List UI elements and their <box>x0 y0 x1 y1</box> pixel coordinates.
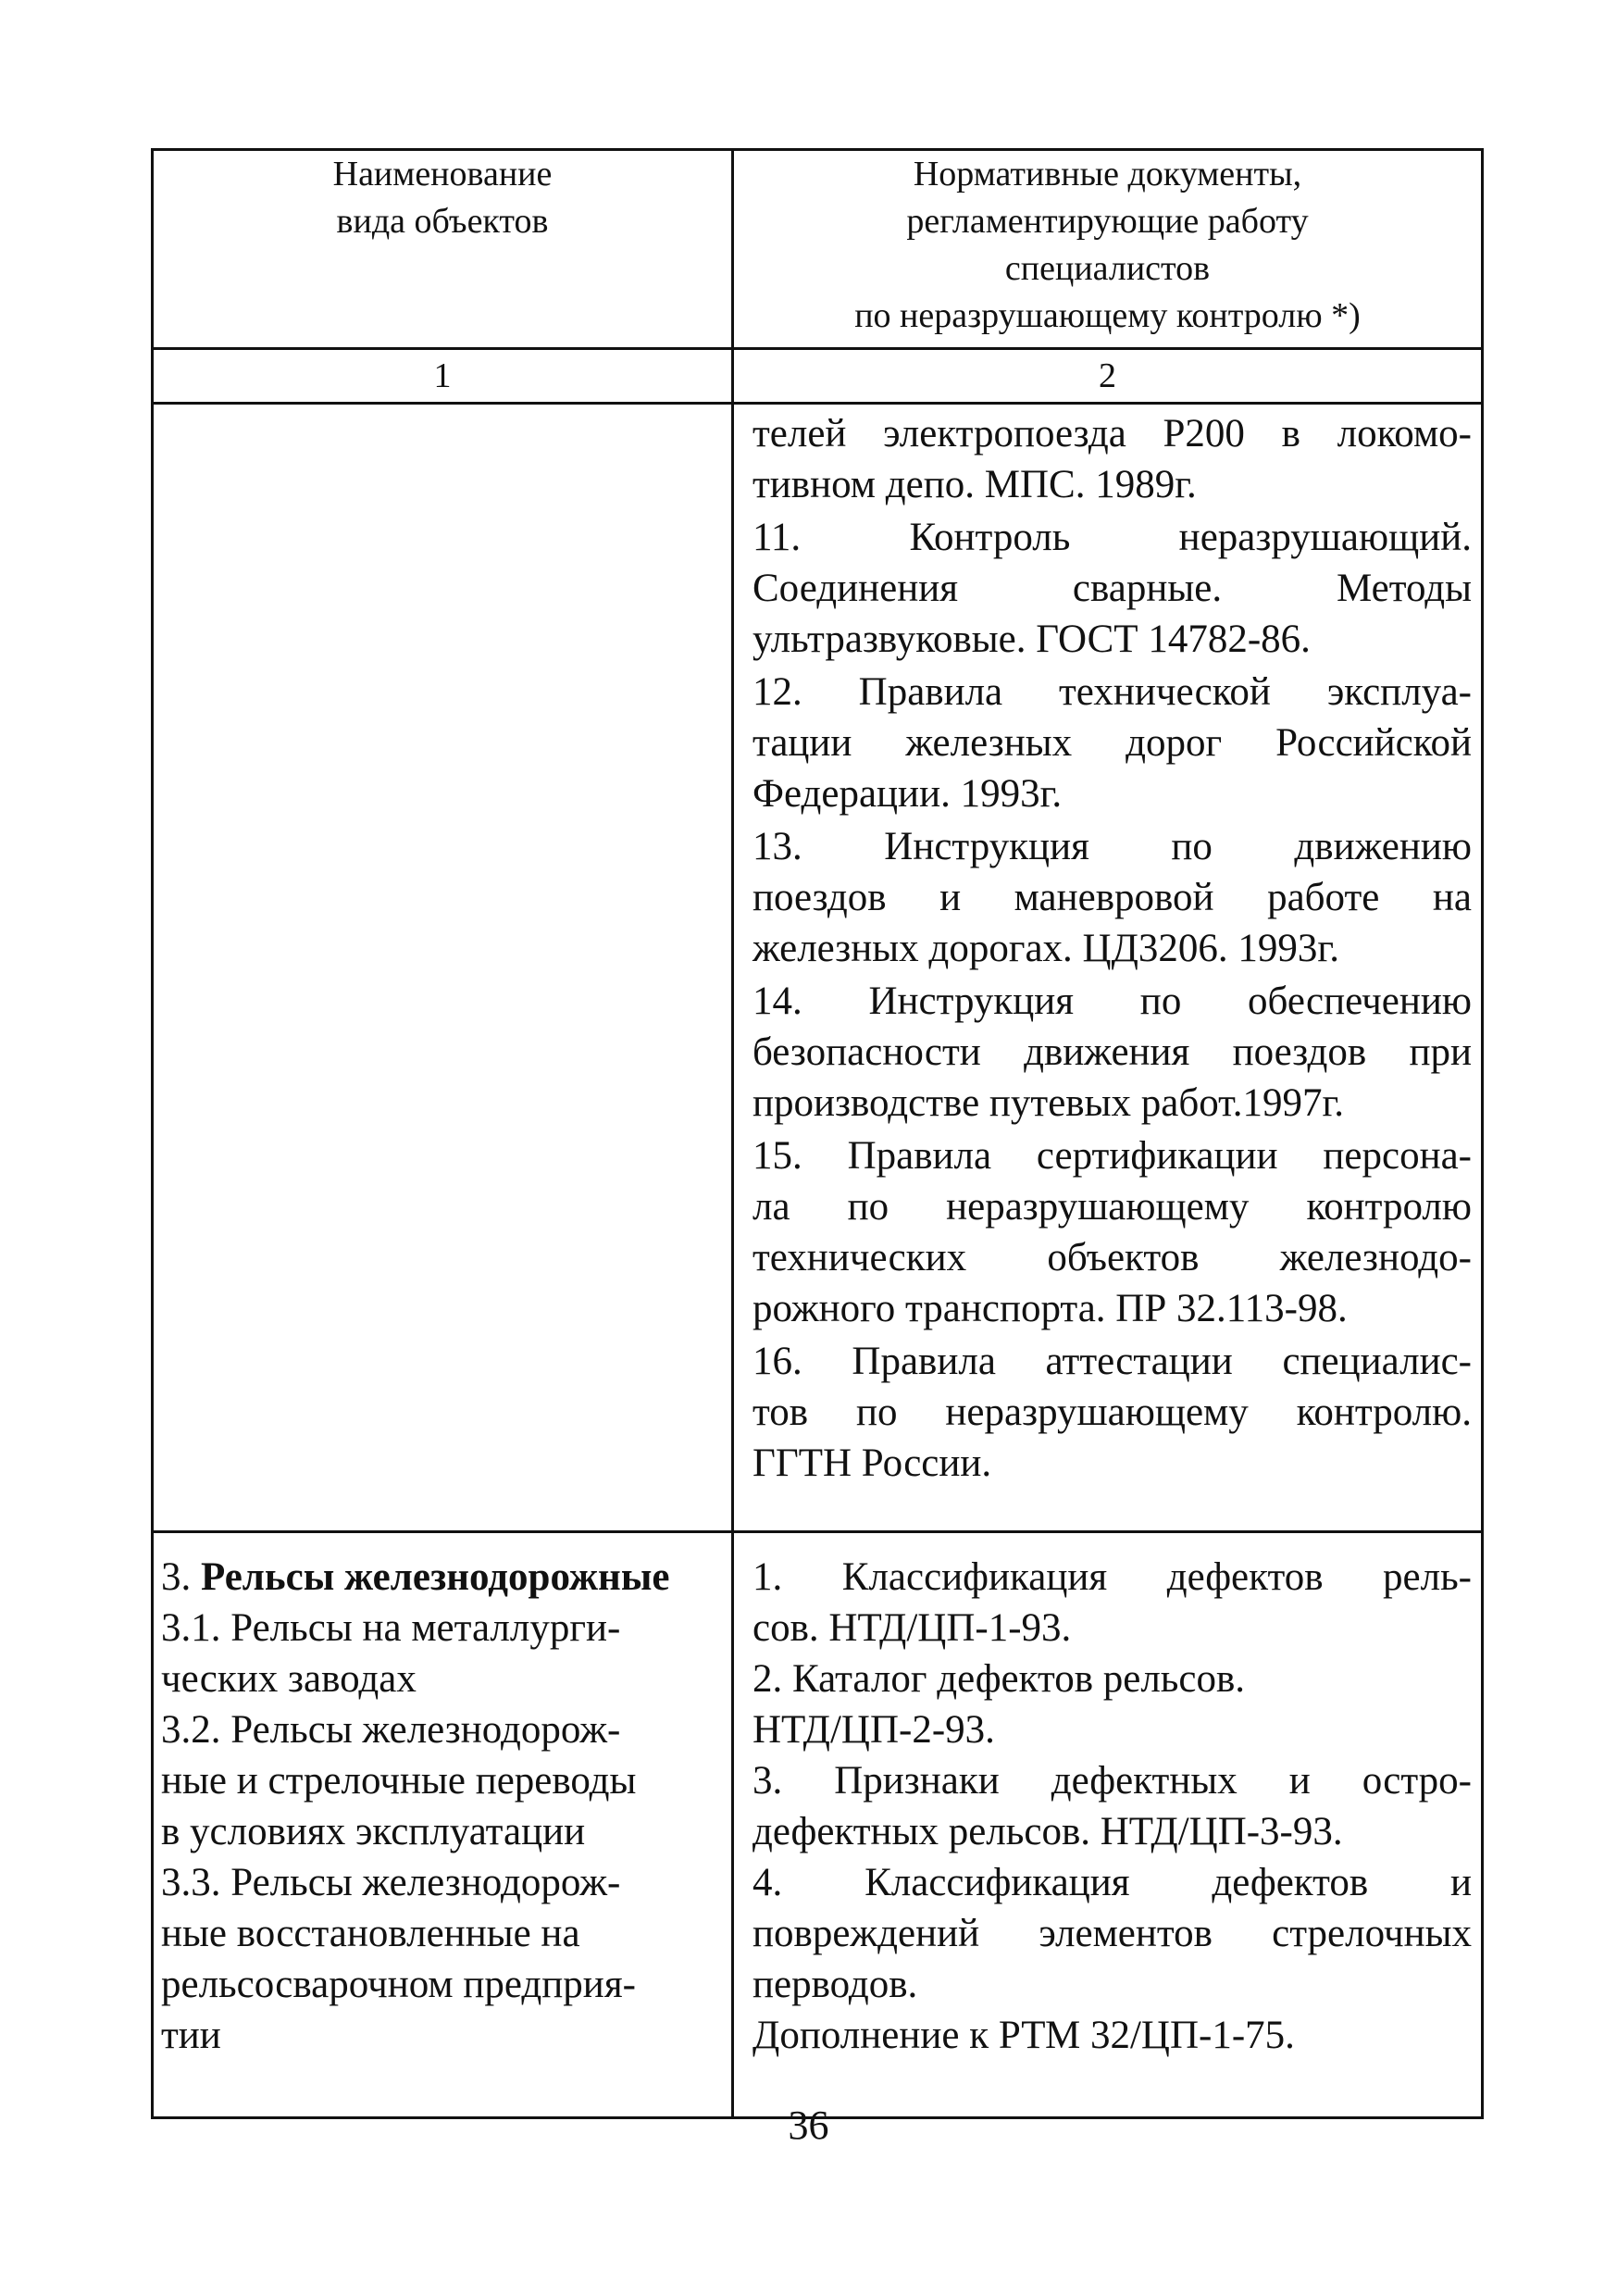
text-line: тивном депо. МПС. 1989г. <box>753 463 1197 506</box>
section-title-text: Рельсы железнодорожные <box>201 1555 670 1599</box>
text-line: тации железных дорог Российской <box>753 721 1472 765</box>
header-row <box>153 150 1483 349</box>
text-line: ческих заводах <box>161 1657 417 1701</box>
text-line: ные и стрелочные переводы <box>161 1759 637 1803</box>
header-text: Наименование <box>332 155 553 193</box>
text-line: 3.3. Рельсы железнодорож- <box>161 1861 621 1904</box>
documents-cell <box>733 1532 1483 2118</box>
text-line: повреждений элементов стрелочных <box>753 1912 1472 1955</box>
text-line: 15. Правила сертификации персона- <box>753 1134 1472 1178</box>
text-line: 3.1. Рельсы на металлурги- <box>161 1606 621 1650</box>
text-line: тии <box>161 2014 221 2057</box>
text-line: безопасности движения поездов при <box>753 1030 1472 1074</box>
text-line: 13. Инструкция по движению <box>753 825 1472 868</box>
text-line: ла по неразрушающему контролю <box>753 1185 1472 1229</box>
table-row <box>153 404 1483 1532</box>
text-line: поездов и маневровой работе на <box>753 876 1472 919</box>
text-line: телей электропоезда Р200 в локомо- <box>753 412 1472 455</box>
document-item <box>753 512 1472 665</box>
document-item <box>753 667 1472 819</box>
text-line: сов. НТД/ЦП-1-93. <box>753 1606 1072 1650</box>
text-line: НТД/ЦП-2-93. <box>753 1708 995 1752</box>
header-text: регламентирующие работу <box>906 202 1309 241</box>
text-line: в условиях эксплуатации <box>161 1810 586 1853</box>
header-text: специалистов <box>1004 249 1211 288</box>
text-line: 16. Правила аттестации специалис- <box>753 1340 1472 1383</box>
header-text: по неразрушающему контролю *) <box>854 296 1361 335</box>
text-line: технических объектов железнодо- <box>753 1236 1472 1279</box>
text-line: Федерации. 1993г. <box>753 772 1063 816</box>
text-line: перводов. <box>753 1963 918 2006</box>
column-number: 2 <box>733 349 1483 404</box>
text-line: рельсосварочном предприя- <box>161 1963 636 2006</box>
text-line: ные восстановленные на <box>161 1912 580 1955</box>
page-number: 36 <box>788 2103 829 2148</box>
standards-table <box>151 148 1484 2119</box>
text-line: Соединения сварные. Методы <box>753 567 1472 610</box>
documents-cell <box>733 404 1483 1532</box>
text-line: железных дорогах. ЦД3206. 1993г. <box>753 927 1339 970</box>
header-documents <box>733 150 1483 349</box>
text-line: 14. Инструкция по обеспечению <box>753 980 1472 1023</box>
text-line: дефектных рельсов. НТД/ЦП-3-93. <box>753 1810 1343 1853</box>
column-number-row <box>153 349 1483 404</box>
section-title <box>161 1552 718 1603</box>
text-line: 11. Контроль неразрушающий. <box>753 516 1472 559</box>
header-text: вида объектов <box>336 202 549 241</box>
text-line: 4. Классификация дефектов и <box>753 1861 1472 1904</box>
text-line: ГГТН России. <box>753 1441 992 1485</box>
document-item <box>753 821 1472 974</box>
text-line: рожного транспорта. ПР 32.113-98. <box>753 1287 1348 1330</box>
document-item <box>753 408 1472 510</box>
document-item <box>753 976 1472 1129</box>
header-text: Нормативные документы, <box>913 155 1302 193</box>
text-line: ультразвуковые. ГОСТ 14782-86. <box>753 618 1311 661</box>
section-number: 3. <box>161 1555 192 1599</box>
text-line: 2. Каталог дефектов рельсов. <box>753 1657 1246 1701</box>
object-cell-empty <box>153 404 733 1532</box>
text-line: Дополнение к РТМ 32/ЦП-1-75. <box>753 2014 1295 2057</box>
table-row <box>153 1532 1483 2118</box>
header-object-type <box>153 150 733 349</box>
column-number: 1 <box>153 349 733 404</box>
document-item <box>753 1130 1472 1334</box>
document-item <box>753 1336 1472 1489</box>
text-line: тов по неразрушающему контролю. <box>753 1391 1472 1434</box>
text-line: производстве путевых работ.1997г. <box>753 1081 1344 1125</box>
text-line: 3. Признаки дефектных и остро- <box>753 1759 1472 1803</box>
object-cell <box>153 1532 733 2118</box>
text-line: 12. Правила технической эксплуа- <box>753 670 1472 714</box>
text-line: 1. Классификация дефектов рель- <box>753 1555 1472 1599</box>
text-line: 3.2. Рельсы железнодорож- <box>161 1708 621 1752</box>
